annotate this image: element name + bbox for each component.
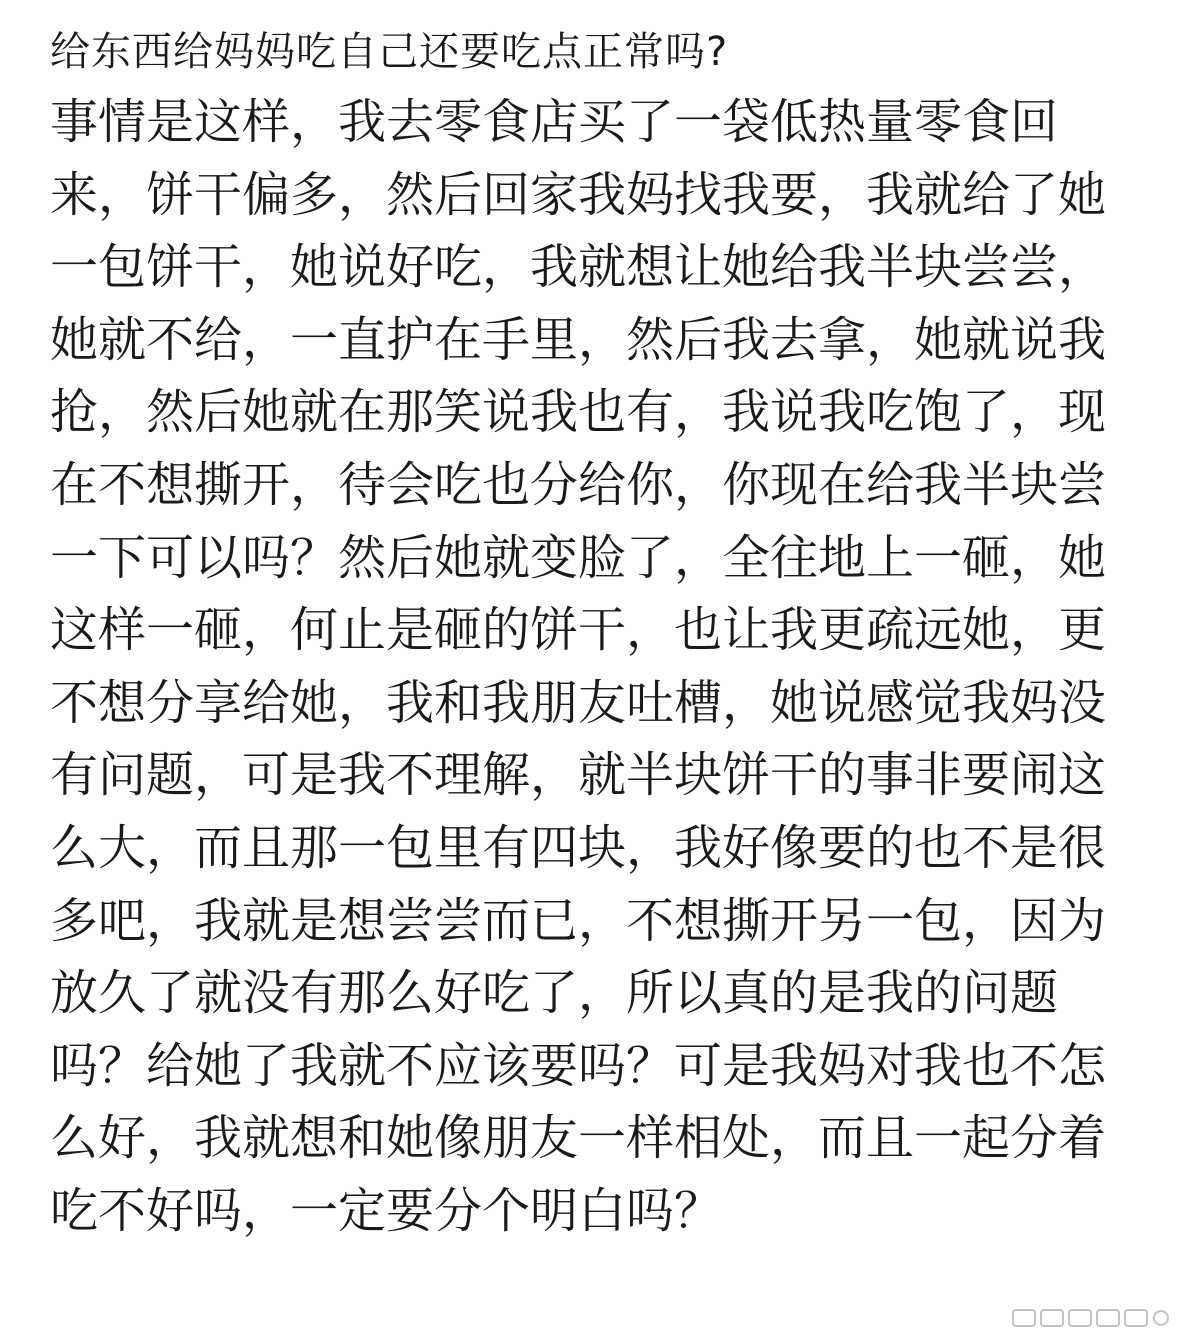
body-line: 不想分享给她，我和我朋友吐槽，她说感觉我妈没 (50, 674, 1107, 731)
body-line: 么好，我就想和她像朋友一样相处，而且一起分着 (50, 1110, 1107, 1167)
body-line: 一下可以吗？然后她就变脸了，全往地上一砸，她 (50, 529, 1107, 586)
body-line: 吗？给她了我就不应该要吗？可是我妈对我也不怎 (50, 1037, 1107, 1094)
body-line: 事情是这样，我去零食店买了一袋低热量零食回 (50, 94, 1059, 150)
body-line: 在不想撕开，待会吃也分给你，你现在给我半块尝 (50, 456, 1107, 513)
body-line: 抢，然后她就在那笑说我也有，我说我吃饱了，现 (50, 384, 1107, 441)
body-line: 一包饼干，她说好吃，我就想让她给我半块尝尝， (50, 239, 1107, 296)
post-body (50, 86, 1135, 1248)
post-title: 给东西给妈妈吃自己还要吃点正常吗? (50, 29, 729, 75)
body-line: 么大，而且那一包里有四块，我好像要的也不是很 (50, 819, 1107, 876)
body-line: 这样一砸，何止是砸的饼干，也让我更疏远她，更 (50, 602, 1107, 659)
post (50, 24, 1135, 1248)
body-line: 多吧，我就是想尝尝而已，不想撕开另一包，因为 (50, 892, 1107, 949)
body-line: 有问题，可是我不理解，就半块饼干的事非要闹这 (50, 747, 1107, 804)
body-line: 来，饼干偏多，然后回家我妈找我要，我就给了她 (50, 166, 1107, 223)
body-line: 放久了就没有那么好吃了，所以真的是我的问题 (50, 965, 1059, 1022)
weibo-watermark-icon (1001, 1304, 1171, 1332)
body-line: 吃不好吗，一定要分个明白吗？ (50, 1182, 723, 1239)
body-line: 她就不给，一直护在手里，然后我去拿，她就说我 (50, 311, 1107, 368)
watermark-logo (1011, 1306, 1171, 1330)
